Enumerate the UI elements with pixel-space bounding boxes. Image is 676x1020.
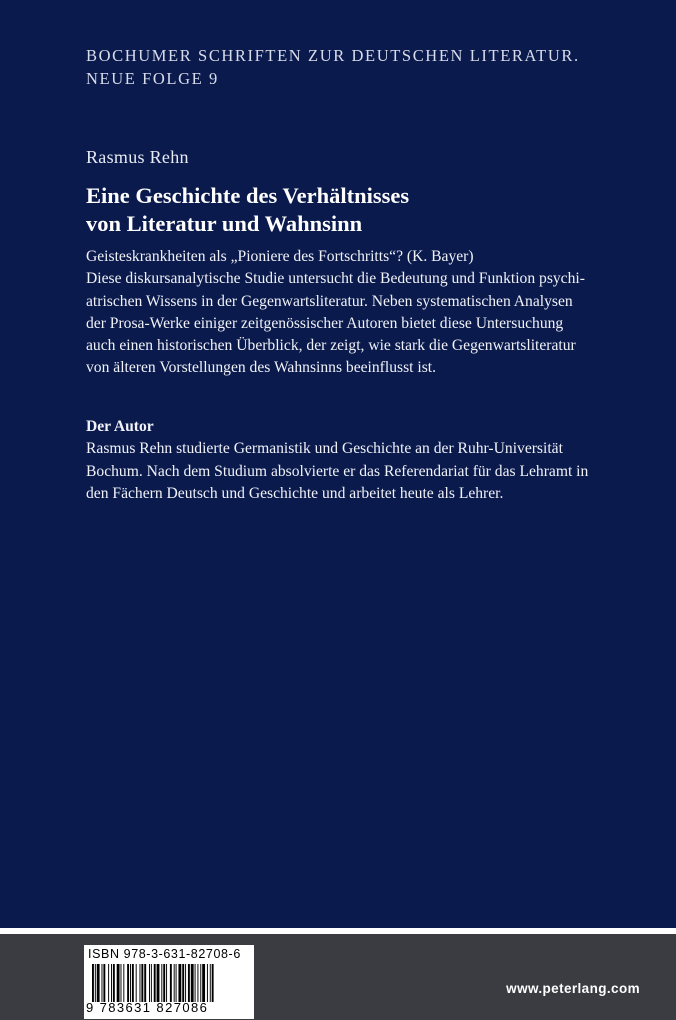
- barcode-bar: [207, 964, 208, 1002]
- about-author-line: Rasmus Rehn studierte Germanistik und Geschichte an der Ruhr-Universität: [86, 440, 563, 458]
- barcode-bar: [166, 964, 167, 1002]
- barcode-bar: [136, 964, 137, 1002]
- publisher-website: www.peterlang.com: [506, 981, 640, 996]
- isbn-barcode: [84, 945, 254, 1019]
- barcode-bar: [141, 964, 143, 1002]
- about-author-line: Bochum. Nach dem Studium absolvierte er das Referendariat für das Lehramt in: [86, 462, 589, 480]
- barcode-bar: [161, 964, 162, 1002]
- barcode-bar: [117, 964, 120, 1002]
- author-name: Rasmus Rehn: [86, 147, 189, 167]
- barcode-bar: [92, 964, 94, 1002]
- barcode-bar: [102, 964, 103, 1002]
- barcode-bar: [97, 964, 100, 1002]
- barcode-bar: [202, 964, 205, 1002]
- barcode-bar: [113, 964, 115, 1002]
- description-line: Diese diskursanalytische Studie untersucht die Bedeutung und Funktion psychi-: [86, 270, 585, 288]
- barcode-bar: [197, 964, 198, 1002]
- barcode-bar: [195, 964, 196, 1002]
- barcode-bar: [130, 964, 131, 1002]
- series-title: [86, 44, 646, 90]
- barcode-bar: [188, 964, 190, 1002]
- series-line-1: BOCHUMER SCHRIFTEN ZUR DEUTSCHEN LITERATUR.: [86, 46, 580, 65]
- barcode-bar: [191, 964, 194, 1002]
- barcode-bar: [95, 964, 96, 1002]
- barcode-bar: [163, 964, 165, 1002]
- barcode-bar: [170, 964, 172, 1002]
- barcode-bar: [140, 964, 141, 1002]
- barcode-bar: [103, 964, 105, 1002]
- barcode-bar: [157, 964, 160, 1002]
- about-author-heading: Der Autor: [86, 418, 154, 435]
- barcode-bar: [144, 964, 146, 1002]
- barcode-bar: [185, 964, 186, 1002]
- description-line: von älteren Vorstellungen des Wahnsinns beeinflusst ist.: [86, 359, 436, 377]
- barcode-bar: [174, 964, 175, 1002]
- barcode-bar: [176, 964, 177, 1002]
- barcode-bar: [210, 964, 211, 1002]
- barcode-digits: 9 783631 827086: [86, 1000, 209, 1015]
- barcode-bars: [90, 964, 250, 1002]
- barcode-bar: [123, 964, 124, 1002]
- barcode-bar: [178, 964, 181, 1002]
- barcode-bar: [149, 964, 150, 1002]
- barcode-bar: [200, 964, 201, 1002]
- about-author: [86, 416, 656, 505]
- barcode-bar: [127, 964, 129, 1002]
- barcode-bar: [108, 964, 109, 1002]
- series-line-2: NEUE FOLGE 9: [86, 69, 219, 88]
- description-line: atrischen Wissens in der Gegenwartsliteratur. Neben systematischen Analysen: [86, 292, 573, 310]
- barcode-bar: [212, 964, 214, 1002]
- book-title: [86, 182, 646, 238]
- description-line: der Prosa-Werke einiger zeitgenössischer Autoren bietet diese Untersuchung: [86, 314, 564, 332]
- barcode-bar: [151, 964, 152, 1002]
- isbn-label: ISBN 978-3-631-82708-6: [88, 947, 241, 961]
- barcode-bar: [182, 964, 184, 1002]
- barcode-bar: [154, 964, 156, 1002]
- description-line: auch einen historischen Überblick, der zeigt, wie stark die Gegenwartsliteratur: [86, 337, 576, 355]
- barcode-bar: [132, 964, 134, 1002]
- book-title-line-2: von Literatur und Wahnsinn: [86, 211, 363, 236]
- barcode-bar: [111, 964, 112, 1002]
- book-description: [86, 246, 656, 380]
- about-author-line: den Fächern Deutsch und Geschichte und arbeitet heute als Lehrer.: [86, 484, 504, 502]
- barcode-bar: [121, 964, 122, 1002]
- book-title-line-1: Eine Geschichte des Verhältnisses: [86, 183, 410, 208]
- description-line: Geisteskrankheiten als „Pioniere des Fortschritts“? (K. Bayer): [86, 248, 474, 265]
